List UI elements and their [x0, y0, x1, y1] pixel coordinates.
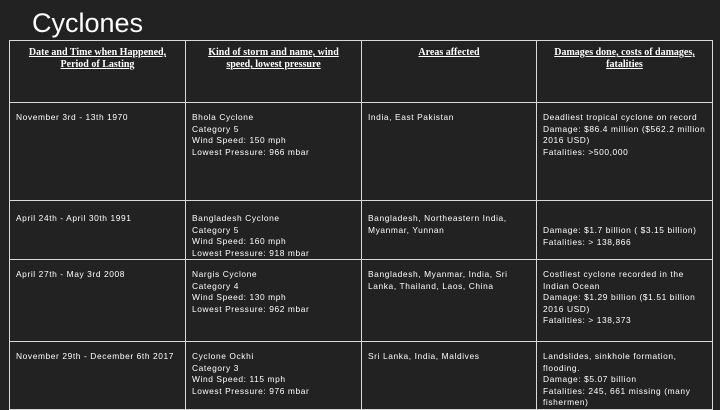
storm-cell	[186, 342, 362, 410]
areas-cell	[362, 342, 537, 410]
date-text: April 27th - May 3rd 2008	[16, 269, 126, 279]
date-text: November 29th - December 6th 2017	[16, 351, 175, 361]
damages-line: Damage: $1.7 billion ( $3.15 billion)	[543, 225, 697, 235]
table-row	[10, 260, 713, 342]
storm-pressure: Lowest Pressure: 918 mbar	[192, 247, 310, 258]
storm-wind-speed: Wind Speed: 150 mph	[192, 135, 287, 145]
storm-wind-speed: Wind Speed: 160 mph	[192, 236, 287, 246]
table-row	[10, 103, 713, 201]
storm-category: Category 5	[192, 123, 239, 134]
areas-text: India, East Pakistan	[368, 112, 455, 122]
storm-name: Bangladesh Cyclone	[192, 213, 280, 223]
storm-cell	[186, 201, 362, 260]
table-row	[10, 201, 713, 260]
storm-category: Category 3	[192, 362, 239, 373]
storm-wind-speed: Wind Speed: 130 mph	[192, 292, 287, 302]
table-header-row	[10, 41, 713, 103]
storm-name: Nargis Cyclone	[192, 269, 258, 279]
areas-text: Sri Lanka, India, Maldives	[368, 351, 480, 361]
areas-text: Bangladesh, Myanmar, India, Sri Lanka, Thailand, Laos, China	[368, 269, 511, 291]
damages-cell	[537, 103, 713, 201]
damages-cell	[537, 342, 713, 410]
areas-text: Bangladesh, Northeastern India, Myanmar, Yunnan	[368, 213, 510, 235]
damages-line: Landslides, sinkhole formation, flooding.	[543, 351, 680, 373]
header-storm: Kind of storm and name, wind speed, lowest pressure	[186, 41, 362, 103]
damages-line: Fatalities: 245, 661 missing (many fishermen)	[543, 385, 694, 407]
storm-category: Category 5	[192, 224, 239, 235]
cyclones-table	[9, 40, 713, 410]
damages-line: Damage: $5.07 billion	[543, 374, 637, 384]
storm-pressure: Lowest Pressure: 962 mbar	[192, 303, 310, 314]
damages-line: Costliest cyclone recorded in the Indian Ocean	[543, 269, 687, 291]
storm-wind-speed: Wind Speed: 115 mph	[192, 374, 286, 384]
storm-cell	[186, 260, 362, 342]
header-areas: Areas affected	[362, 41, 537, 103]
header-damages: Damages done, costs of damages, fatalities	[537, 41, 713, 103]
header-date: Date and Time when Happened, Period of Lasting	[10, 41, 186, 103]
storm-name: Bhola Cyclone	[192, 112, 254, 122]
areas-cell	[362, 201, 537, 260]
damages-cell	[537, 201, 713, 260]
date-text: April 24th - April 30th 1991	[16, 213, 132, 223]
damages-cell	[537, 260, 713, 342]
date-text: November 3rd - 13th 1970	[16, 112, 129, 122]
storm-pressure: Lowest Pressure: 976 mbar	[192, 385, 310, 396]
date-cell	[10, 260, 186, 342]
table-row	[10, 342, 713, 410]
damages-line: Damage: $86.4 million ($562.2 million 2016 USD)	[543, 123, 709, 145]
date-cell	[10, 103, 186, 201]
storm-name: Cyclone Ockhi	[192, 351, 254, 361]
date-cell	[10, 342, 186, 410]
slide-title: Cyclones	[32, 8, 144, 38]
areas-cell	[362, 260, 537, 342]
damages-line: Fatalities: > 138,373	[543, 315, 632, 325]
damages-line: Fatalities: > 138,866	[543, 236, 632, 247]
storm-category: Category 4	[192, 280, 239, 291]
storm-cell	[186, 103, 362, 201]
damages-line: Deadliest tropical cyclone on record	[543, 112, 698, 122]
storm-pressure: Lowest Pressure: 966 mbar	[192, 146, 310, 157]
damages-line: Fatalities: >500,000	[543, 146, 629, 157]
date-cell	[10, 201, 186, 260]
areas-cell	[362, 103, 537, 201]
damages-line: Damage: $1.29 billion ($1.51 billion 2016 USD)	[543, 292, 699, 314]
